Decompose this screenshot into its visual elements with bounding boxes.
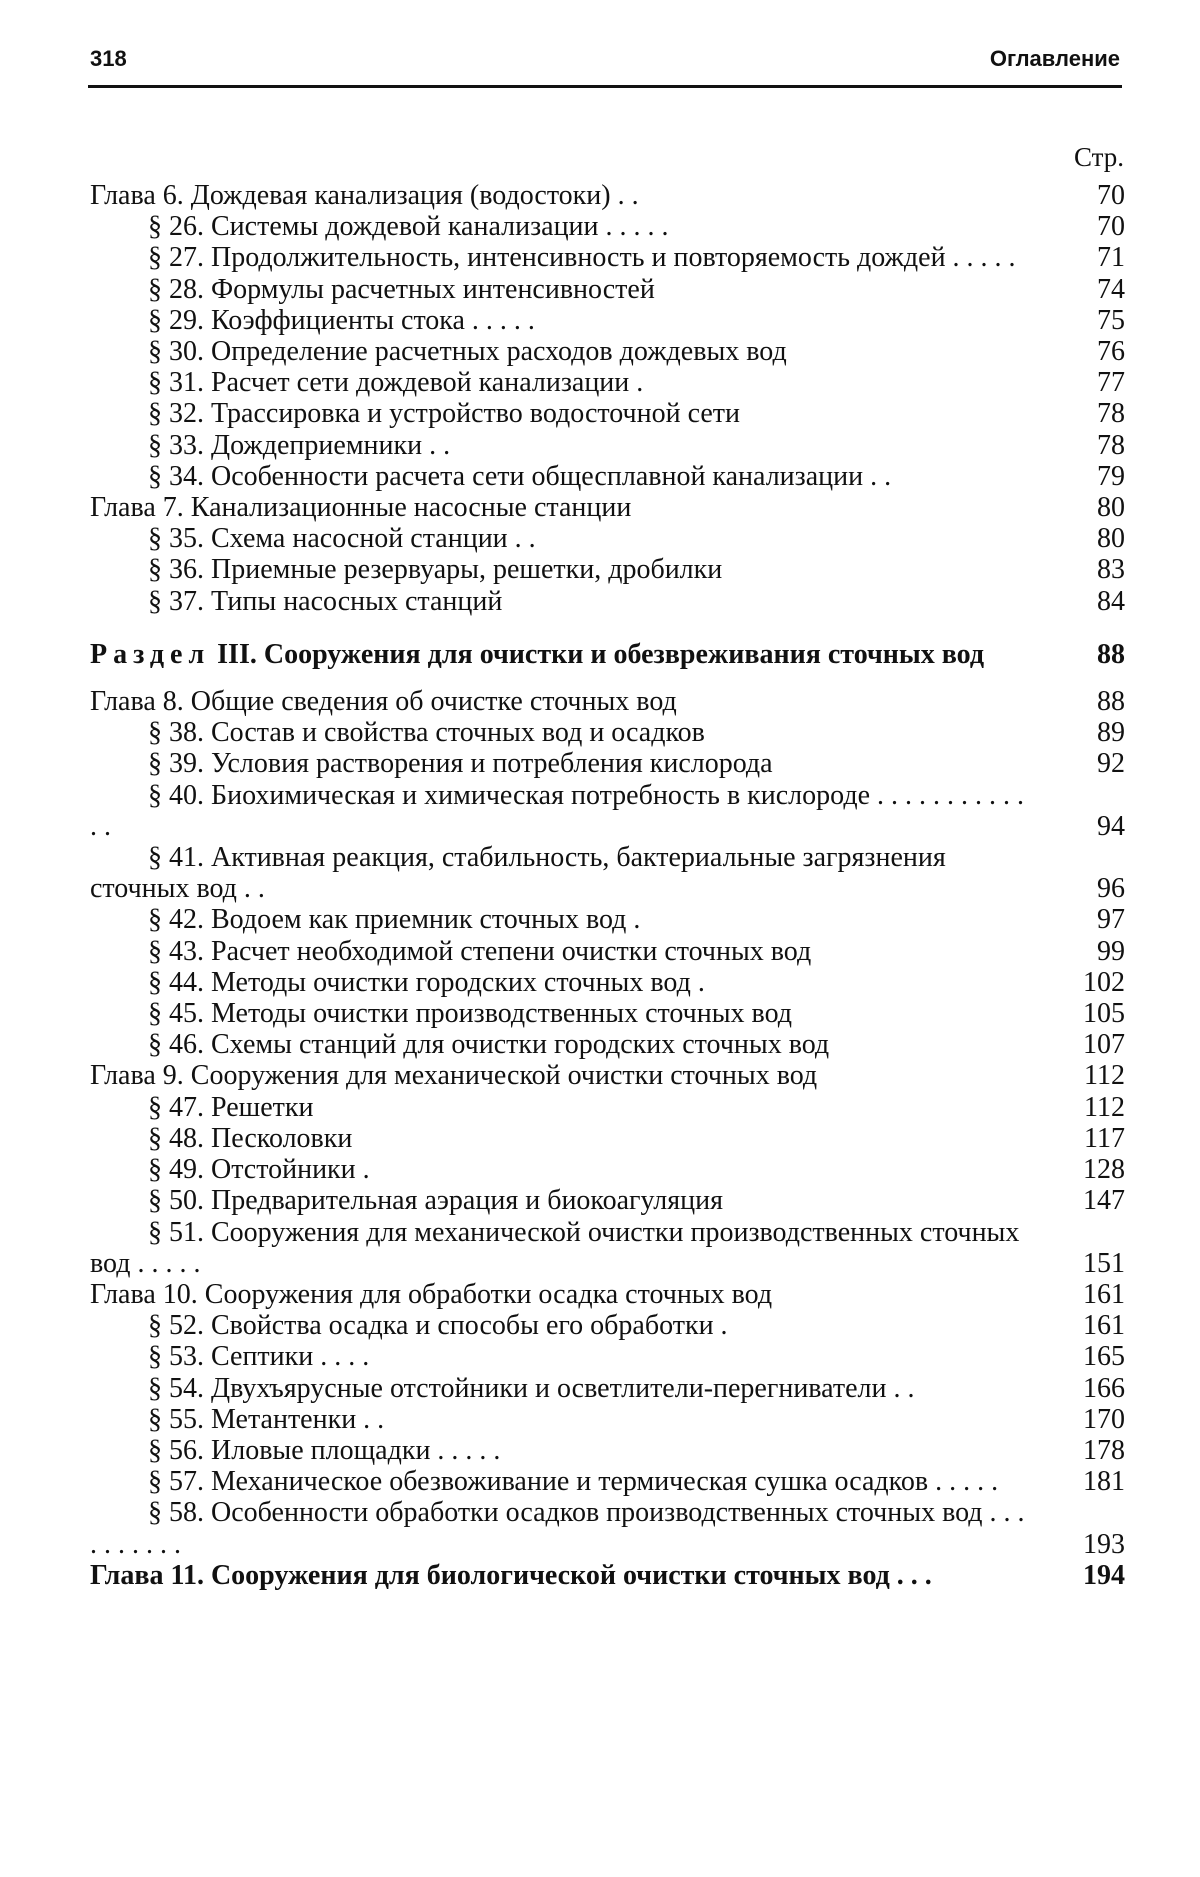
- part-title: III. Сооружения для очистки и обезвреживания сточных вод: [210, 638, 985, 670]
- toc-entry-title: Глава 7. Канализационные насосные станции: [90, 492, 632, 524]
- toc-page-number: 74: [1097, 273, 1125, 305]
- toc-entry-title: § 35. Схема насосной станции . .: [148, 523, 536, 555]
- toc-section-entry: [90, 967, 1125, 998]
- toc-section-entry: [90, 586, 1125, 617]
- toc-page-number: 128: [1083, 1154, 1125, 1186]
- toc-page-number: 79: [1097, 460, 1125, 492]
- toc-section-entry: [90, 1123, 1125, 1154]
- toc-page-number: 117: [1084, 1122, 1125, 1154]
- toc-chapter-entry: [90, 180, 1125, 211]
- toc-page-number: 193: [1083, 1528, 1125, 1560]
- toc-entry-title: § 38. Состав и свойства сточных вод и осадков: [148, 717, 705, 749]
- toc-part-entry: [90, 639, 1125, 670]
- toc-chapter-entry: [90, 686, 1125, 717]
- toc-page-number: 70: [1097, 211, 1125, 243]
- toc-page-number: 112: [1084, 1091, 1125, 1123]
- toc-entry-title: § 50. Предварительная аэрация и биокоагуляция: [148, 1185, 723, 1217]
- toc-section-entry: [90, 430, 1125, 461]
- toc-page-number: 112: [1084, 1060, 1125, 1092]
- toc-page-number: 78: [1097, 398, 1125, 430]
- toc-page-number: 99: [1097, 935, 1125, 967]
- toc-section-entry: [90, 936, 1125, 967]
- toc-section-entry: [90, 1185, 1125, 1216]
- toc-entry-title: § 41. Активная реакция, стабильность, бактериальные загрязнения сточных вод . .: [90, 842, 946, 905]
- toc-section-entry: [90, 367, 1125, 398]
- toc-entry-title: Глава 10. Сооружения для обработки осадка сточных вод: [90, 1278, 773, 1310]
- header-rule: [88, 85, 1122, 88]
- toc-entry-title: § 57. Механическое обезвоживание и термическая сушка осадков . . . . .: [148, 1466, 999, 1498]
- toc-entry-title: Глава 9. Сооружения для механической очистки сточных вод: [90, 1060, 818, 1092]
- toc-section-entry: [90, 305, 1125, 336]
- toc-section-entry: [90, 998, 1125, 1029]
- toc-entry-title: § 48. Песколовки: [148, 1122, 353, 1154]
- page-header: [90, 40, 1120, 80]
- toc-chapter-entry: [90, 492, 1125, 523]
- toc-entry-title: § 44. Методы очистки городских сточных вод .: [148, 966, 705, 998]
- toc-section-entry: [90, 242, 1125, 273]
- toc-page-number: 170: [1083, 1403, 1125, 1435]
- toc-section-entry: [90, 1310, 1125, 1341]
- toc-section-entry: [90, 211, 1125, 242]
- toc-page-number: 83: [1097, 554, 1125, 586]
- part-label: Раздел: [90, 638, 211, 670]
- toc-entry-title: § 26. Системы дождевой канализации . . . . .: [148, 211, 669, 243]
- toc-chapter-entry: [90, 1060, 1125, 1091]
- toc-page-number: 97: [1097, 904, 1125, 936]
- toc-section-entry: [90, 554, 1125, 585]
- toc-section-entry: [90, 748, 1125, 779]
- toc-section-entry: [90, 274, 1125, 305]
- toc-section-entry: [90, 1217, 1125, 1279]
- toc-entry-title: § 37. Типы насосных станций: [148, 585, 503, 617]
- toc-page-number: 147: [1083, 1185, 1125, 1217]
- toc-section-entry: [90, 1029, 1125, 1060]
- toc-chapter-entry: [90, 1279, 1125, 1310]
- toc-page-number: 165: [1083, 1341, 1125, 1373]
- toc-page-number: 76: [1097, 336, 1125, 368]
- toc-page-number: 70: [1097, 180, 1125, 211]
- toc-page-number: 105: [1083, 998, 1125, 1030]
- toc-section-entry: [90, 523, 1125, 554]
- running-title: Оглавление: [989, 46, 1120, 71]
- toc-section-entry: [90, 1404, 1125, 1435]
- toc-entry-title: § 49. Отстойники .: [148, 1154, 370, 1186]
- toc-page-number: 80: [1097, 492, 1125, 524]
- toc-section-entry: [90, 1154, 1125, 1185]
- toc-section-entry: [90, 904, 1125, 935]
- toc-page-number: 71: [1097, 242, 1125, 274]
- toc-section-entry: [90, 336, 1125, 367]
- toc-page-number: 161: [1083, 1278, 1125, 1310]
- page-number: 318: [90, 46, 127, 71]
- toc-page-number: 102: [1083, 966, 1125, 998]
- toc-entry-title: § 52. Свойства осадка и способы его обработки .: [148, 1310, 728, 1342]
- toc-page-number: 166: [1083, 1372, 1125, 1404]
- toc-section-entry: [90, 842, 1125, 904]
- toc-entry-title: § 54. Двухъярусные отстойники и осветлители-перегниватели . .: [148, 1372, 915, 1404]
- toc-entry-title: § 47. Решетки: [148, 1091, 314, 1123]
- toc-page-number: 84: [1097, 585, 1125, 617]
- table-of-contents: [90, 180, 1125, 1591]
- toc-page-number: 77: [1097, 367, 1125, 399]
- toc-section-entry: [90, 1092, 1125, 1123]
- toc-entry-title: § 40. Биохимическая и химическая потребность в кислороде . . . . . . . . . . . . .: [90, 779, 1025, 842]
- toc-entry-title: § 58. Особенности обработки осадков производственных сточных вод . . . . . . . . . .: [90, 1497, 1025, 1560]
- toc-page-number: 92: [1097, 748, 1125, 780]
- toc-section-entry: [90, 1466, 1125, 1497]
- toc-section-entry: [90, 461, 1125, 492]
- toc-entry-title: [90, 639, 1030, 670]
- toc-page-number: 96: [1097, 873, 1125, 905]
- toc-entry-title: § 27. Продолжительность, интенсивность и повторяемость дождей . . . . .: [148, 242, 1016, 274]
- toc-page-number: 194: [1083, 1559, 1125, 1591]
- toc-entry-title: Глава 11. Сооружения для биологической очистки сточных вод . . .: [90, 1559, 932, 1591]
- toc-page-number: 75: [1097, 304, 1125, 336]
- toc-page-number: 161: [1083, 1310, 1125, 1342]
- toc-entry-title: § 34. Особенности расчета сети общесплавной канализации . .: [148, 460, 892, 492]
- toc-entry-title: § 32. Трассировка и устройство водосточной сети: [148, 398, 741, 430]
- toc-entry-title: § 39. Условия растворения и потребления кислорода: [148, 748, 773, 780]
- toc-entry-title: § 46. Схемы станций для очистки городских сточных вод: [148, 1029, 830, 1061]
- toc-page-number: 89: [1097, 717, 1125, 749]
- toc-page-number: 80: [1097, 523, 1125, 555]
- toc-page-number: 94: [1097, 810, 1125, 842]
- toc-entry-title: § 33. Дождеприемники . .: [148, 429, 451, 461]
- toc-section-entry: [90, 398, 1125, 429]
- toc-page-number: 151: [1083, 1247, 1125, 1279]
- toc-section-entry: [90, 1373, 1125, 1404]
- toc-page-number: 88: [1097, 686, 1125, 718]
- toc-entry-title: § 43. Расчет необходимой степени очистки сточных вод: [148, 935, 812, 967]
- toc-page-number: 88: [1097, 638, 1125, 670]
- toc-entry-title: § 28. Формулы расчетных интенсивностей: [148, 273, 655, 305]
- toc-section-entry: [90, 1497, 1125, 1559]
- toc-entry-title: Глава 6. Дождевая канализация (водостоки) . .: [90, 180, 639, 211]
- toc-entry-title: § 55. Метантенки . .: [148, 1403, 385, 1435]
- toc-entry-title: § 42. Водоем как приемник сточных вод .: [148, 904, 641, 936]
- toc-page-number: 181: [1083, 1466, 1125, 1498]
- toc-page-number: 178: [1083, 1434, 1125, 1466]
- toc-section-entry: [90, 1341, 1125, 1372]
- toc-entry-title: Глава 8. Общие сведения об очистке сточных вод: [90, 686, 677, 718]
- toc-entry-title: § 53. Септики . . . .: [148, 1341, 370, 1373]
- toc-entry-title: § 45. Методы очистки производственных сточных вод: [148, 998, 793, 1030]
- toc-entry-title: § 29. Коэффициенты стока . . . . .: [148, 304, 535, 336]
- toc-section-entry: [90, 1435, 1125, 1466]
- page-column-header: Стр.: [1073, 142, 1124, 172]
- toc-entry-title: § 56. Иловые площадки . . . . .: [148, 1434, 501, 1466]
- toc-section-entry: [90, 780, 1125, 842]
- toc-entry-title: § 30. Определение расчетных расходов дождевых вод: [148, 336, 787, 368]
- toc-section-entry: [90, 717, 1125, 748]
- toc-page-number: 107: [1083, 1029, 1125, 1061]
- toc-chapter-entry: [90, 1560, 1125, 1591]
- toc-page-number: 78: [1097, 429, 1125, 461]
- toc-entry-title: § 36. Приемные резервуары, решетки, дробилки: [148, 554, 723, 586]
- toc-entry-title: § 31. Расчет сети дождевой канализации .: [148, 367, 644, 399]
- toc-entry-title: § 51. Сооружения для механической очистки производственных сточных вод . . . . .: [90, 1216, 1020, 1279]
